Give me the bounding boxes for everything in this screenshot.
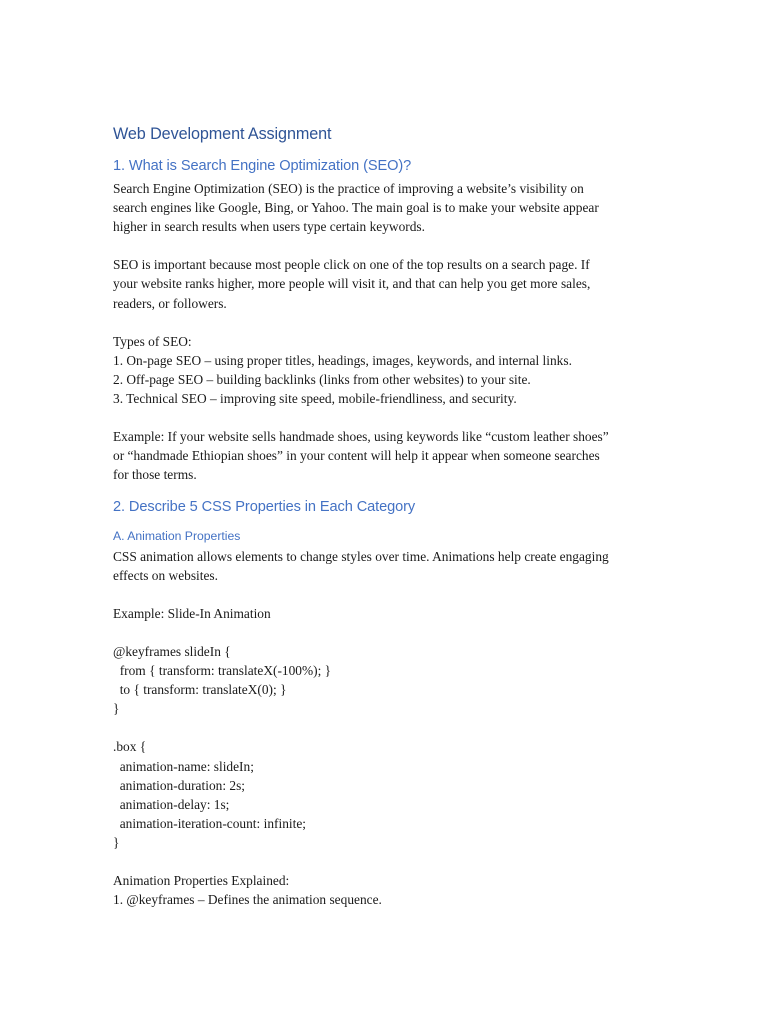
paragraph-spacer: [113, 585, 673, 604]
text-line: readers, or followers.: [113, 295, 227, 311]
animation-intro-paragraph: [113, 547, 673, 585]
list-item: 1. @keyframes – Defines the animation sequence.: [113, 892, 382, 908]
seo-types-list: [113, 332, 673, 408]
code-line: to { transform: translateX(0); }: [113, 682, 287, 698]
seo-example-paragraph: [113, 427, 673, 484]
code-line: animation-iteration-count: infinite;: [113, 815, 306, 831]
code-line: @keyframes slideIn {: [113, 643, 231, 659]
text-line: SEO is important because most people click on one of the top results on a search page. If: [113, 257, 590, 273]
section-1-paragraph-1: [113, 179, 673, 236]
code-line: from { transform: translateX(-100%); }: [113, 663, 332, 679]
paragraph-spacer: [113, 623, 673, 642]
text-line: CSS animation allows elements to change styles over time. Animations help create engaging: [113, 548, 609, 564]
paragraph-spacer: [113, 313, 673, 332]
seo-types-heading: Types of SEO:: [113, 333, 192, 349]
text-line: search engines like Google, Bing, or Yahoo. The main goal is to make your website appear: [113, 200, 599, 216]
box-code-block: [113, 737, 673, 852]
text-line: effects on websites.: [113, 567, 218, 583]
text-line: for those terms.: [113, 467, 197, 483]
section-2-heading: 2. Describe 5 CSS Properties in Each Category: [113, 498, 416, 515]
list-item: 2. Off-page SEO – building backlinks (links from other websites) to your site.: [113, 371, 531, 387]
example-label: Example: Slide-In Animation: [113, 605, 271, 621]
text-line: your website ranks higher, more people will visit it, and that can help you get more sales,: [113, 276, 591, 292]
section-1-paragraph-2: [113, 255, 673, 312]
code-line: .box {: [113, 739, 147, 755]
code-line: animation-duration: 2s;: [113, 777, 246, 793]
code-line: animation-delay: 1s;: [113, 796, 230, 812]
subsection-a-heading: A. Animation Properties: [113, 528, 241, 543]
text-line: or “handmade Ethiopian shoes” in your content will help it appear when someone searches: [113, 448, 600, 464]
code-line: }: [113, 701, 120, 717]
text-line: Search Engine Optimization (SEO) is the practice of improving a website’s visibility on: [113, 181, 584, 196]
list-item: 3. Technical SEO – improving site speed, mobile-friendliness, and security.: [113, 391, 517, 407]
section-1-heading: 1. What is Search Engine Optimization (SEO)?: [113, 158, 412, 174]
code-line: animation-name: slideIn;: [113, 758, 254, 774]
text-line: higher in search results when users type certain keywords.: [113, 219, 425, 235]
document-title: Web Development Assignment: [113, 125, 332, 143]
text-line: Example: If your website sells handmade shoes, using keywords like “custom leather shoes”: [113, 429, 609, 445]
list-item: 1. On-page SEO – using proper titles, headings, images, keywords, and internal links.: [113, 352, 572, 368]
paragraph-spacer: [113, 408, 673, 427]
animation-properties-explained: [113, 871, 673, 909]
explained-heading: Animation Properties Explained:: [113, 873, 290, 889]
paragraph-spacer: [113, 852, 673, 871]
keyframes-code-block: [113, 642, 673, 718]
code-line: }: [113, 834, 120, 850]
paragraph-spacer: [113, 718, 673, 737]
document-body: [113, 122, 673, 909]
paragraph-spacer: [113, 236, 673, 255]
